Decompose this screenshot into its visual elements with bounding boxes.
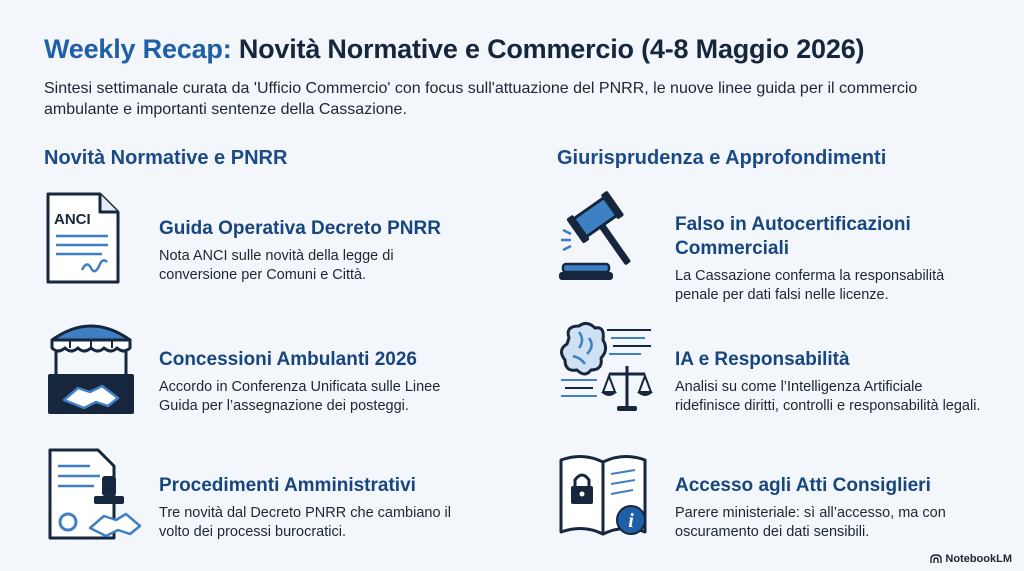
document-stamp-handshake-icon bbox=[44, 446, 144, 542]
item-description: Tre novità dal Decreto PNRR che cambiano il volto dei processi burocratici. bbox=[159, 505, 452, 540]
title-accent: Weekly Recap: bbox=[44, 34, 232, 64]
market-stall-handshake-icon bbox=[44, 318, 138, 418]
right-column-heading: Giurisprudenza e Approfondimenti bbox=[557, 147, 887, 169]
item-description: Accordo in Conferenza Unificata sulle Linee Guida per l’assegnazione dei posteggi. bbox=[159, 379, 441, 414]
book-lock-info-icon bbox=[557, 450, 657, 542]
page-title bbox=[44, 34, 864, 65]
notebooklm-brand bbox=[930, 553, 1012, 565]
gavel-icon bbox=[557, 190, 649, 286]
item-description: Parere ministeriale: sì all’accesso, ma con oscuramento dei dati sensibili. bbox=[675, 505, 946, 540]
svg-text:i: i bbox=[628, 510, 634, 532]
item-description: Analisi su come l’Intelligenza Artificiale ridefinisce diritti, controlli e responsabilità legali. bbox=[675, 379, 981, 414]
item-title: Procedimenti Amministrativi bbox=[159, 475, 416, 496]
item-title: Falso in Autocertificazioni Commerciali bbox=[675, 214, 911, 259]
item-description: Nota ANCI sulle novità della legge di conversione per Comuni e Città. bbox=[159, 248, 394, 283]
title-rest: Novità Normative e Commercio (4-8 Maggio 2026) bbox=[238, 34, 865, 64]
brand-label: NotebookLM bbox=[945, 553, 1012, 565]
item-title: Accesso agli Atti Consiglieri bbox=[675, 475, 931, 496]
item-title: Concessioni Ambulanti 2026 bbox=[159, 349, 417, 370]
item-title: IA e Responsabilità bbox=[675, 349, 850, 370]
page-subtitle: Sintesi settimanale curata da 'Ufficio Commercio' con focus sull'attuazione del PNRR, le nuove linee guida per il commercio ambulante e importanti sentenze della Cassazione. bbox=[44, 80, 918, 118]
item-title: Guida Operativa Decreto PNRR bbox=[159, 218, 441, 239]
notebooklm-logo-icon bbox=[930, 554, 942, 564]
anci-document-icon bbox=[44, 190, 122, 286]
item-description: La Cassazione conferma la responsabilità penale per dati falsi nelle licenze. bbox=[675, 268, 945, 303]
anci-label: ANCI bbox=[54, 211, 91, 228]
left-column-heading: Novità Normative e PNRR bbox=[44, 147, 288, 169]
brain-scales-icon bbox=[557, 318, 657, 418]
